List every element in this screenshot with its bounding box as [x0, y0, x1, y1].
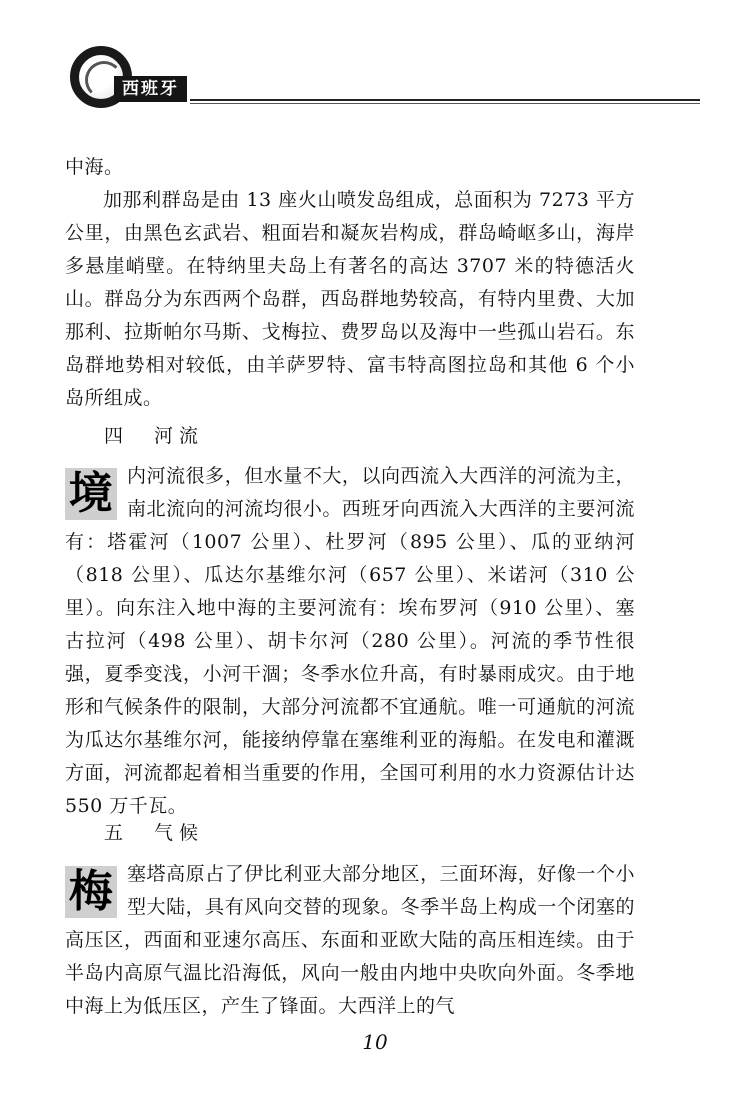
header-rule-thin	[190, 103, 700, 104]
paragraph-climate	[65, 858, 635, 1023]
paragraph-rivers-text: 内河流很多，但水量不大，以向西流入大西洋的河流为主，南北流向的河流均很小。西班牙向西流入大西洋的主要河流有：塔霍河（1007 公里）、杜罗河（895 公里）、瓜的亚纳河（818 公里）、瓜达尔基维尔河（657 公里）、米诺河（310 公里）。向东注入地中海的主要河流有：埃布罗河（910 公里）、塞古拉河（498 公里）、胡卡尔河（280 公里）。河流的季节性很强，夏季变浅，小河干涸；冬季水位升高，有时暴雨成灾。由于地形和气候条件的限制，大部分河流都不宜通航。唯一可通航的河流为瓜达尔基维尔河，能接纳停靠在塞维利亚的海船。在发电和灌溉方面，河流都起着相当重要的作用，全国可利用的水力资源估计达 550 万千瓦。	[65, 465, 635, 817]
chapter-tag: 西班牙	[114, 76, 187, 102]
section-heading-rivers: 四 河流	[104, 425, 205, 447]
drop-cap: 梅	[65, 866, 117, 918]
header-rule	[190, 99, 700, 101]
paragraph-rivers	[65, 460, 635, 823]
drop-cap: 境	[65, 468, 117, 520]
paragraph-canary-islands: 加那利群岛是由 13 座火山喷发岛组成，总面积为 7273 平方公里，由黑色玄武岩、粗面岩和凝灰岩构成，群岛崎岖多山，海岸多悬崖峭壁。在特纳里夫岛上有著名的高达 3707 米的特德活火山。群岛分为东西两个岛群，西岛群地势较高，有特内里费、大加那利、拉斯帕尔马斯、戈梅拉、费罗岛以及海中一些孤山岩石。东岛群地势相对较低，由羊萨罗特、富韦特高图拉岛和其他 6 个小岛所组成。	[65, 189, 635, 409]
page-number: 10	[362, 1030, 388, 1054]
running-header	[70, 40, 640, 120]
paragraph-climate-text: 塞塔高原占了伊比利亚大部分地区，三面环海，好像一个小型大陆，具有风向交替的现象。冬季半岛上构成一个闭塞的高压区，西面和亚速尔高压、东面和亚欧大陆的高压相连续。由于半岛内高原气温比沿海低，风向一般由内地中央吹向外面。冬季地中海上为低压区，产生了锋面。大西洋上的气	[65, 863, 635, 1017]
section-heading-climate: 五 气候	[104, 822, 205, 844]
paragraph-continuation: 中海。	[65, 156, 124, 178]
